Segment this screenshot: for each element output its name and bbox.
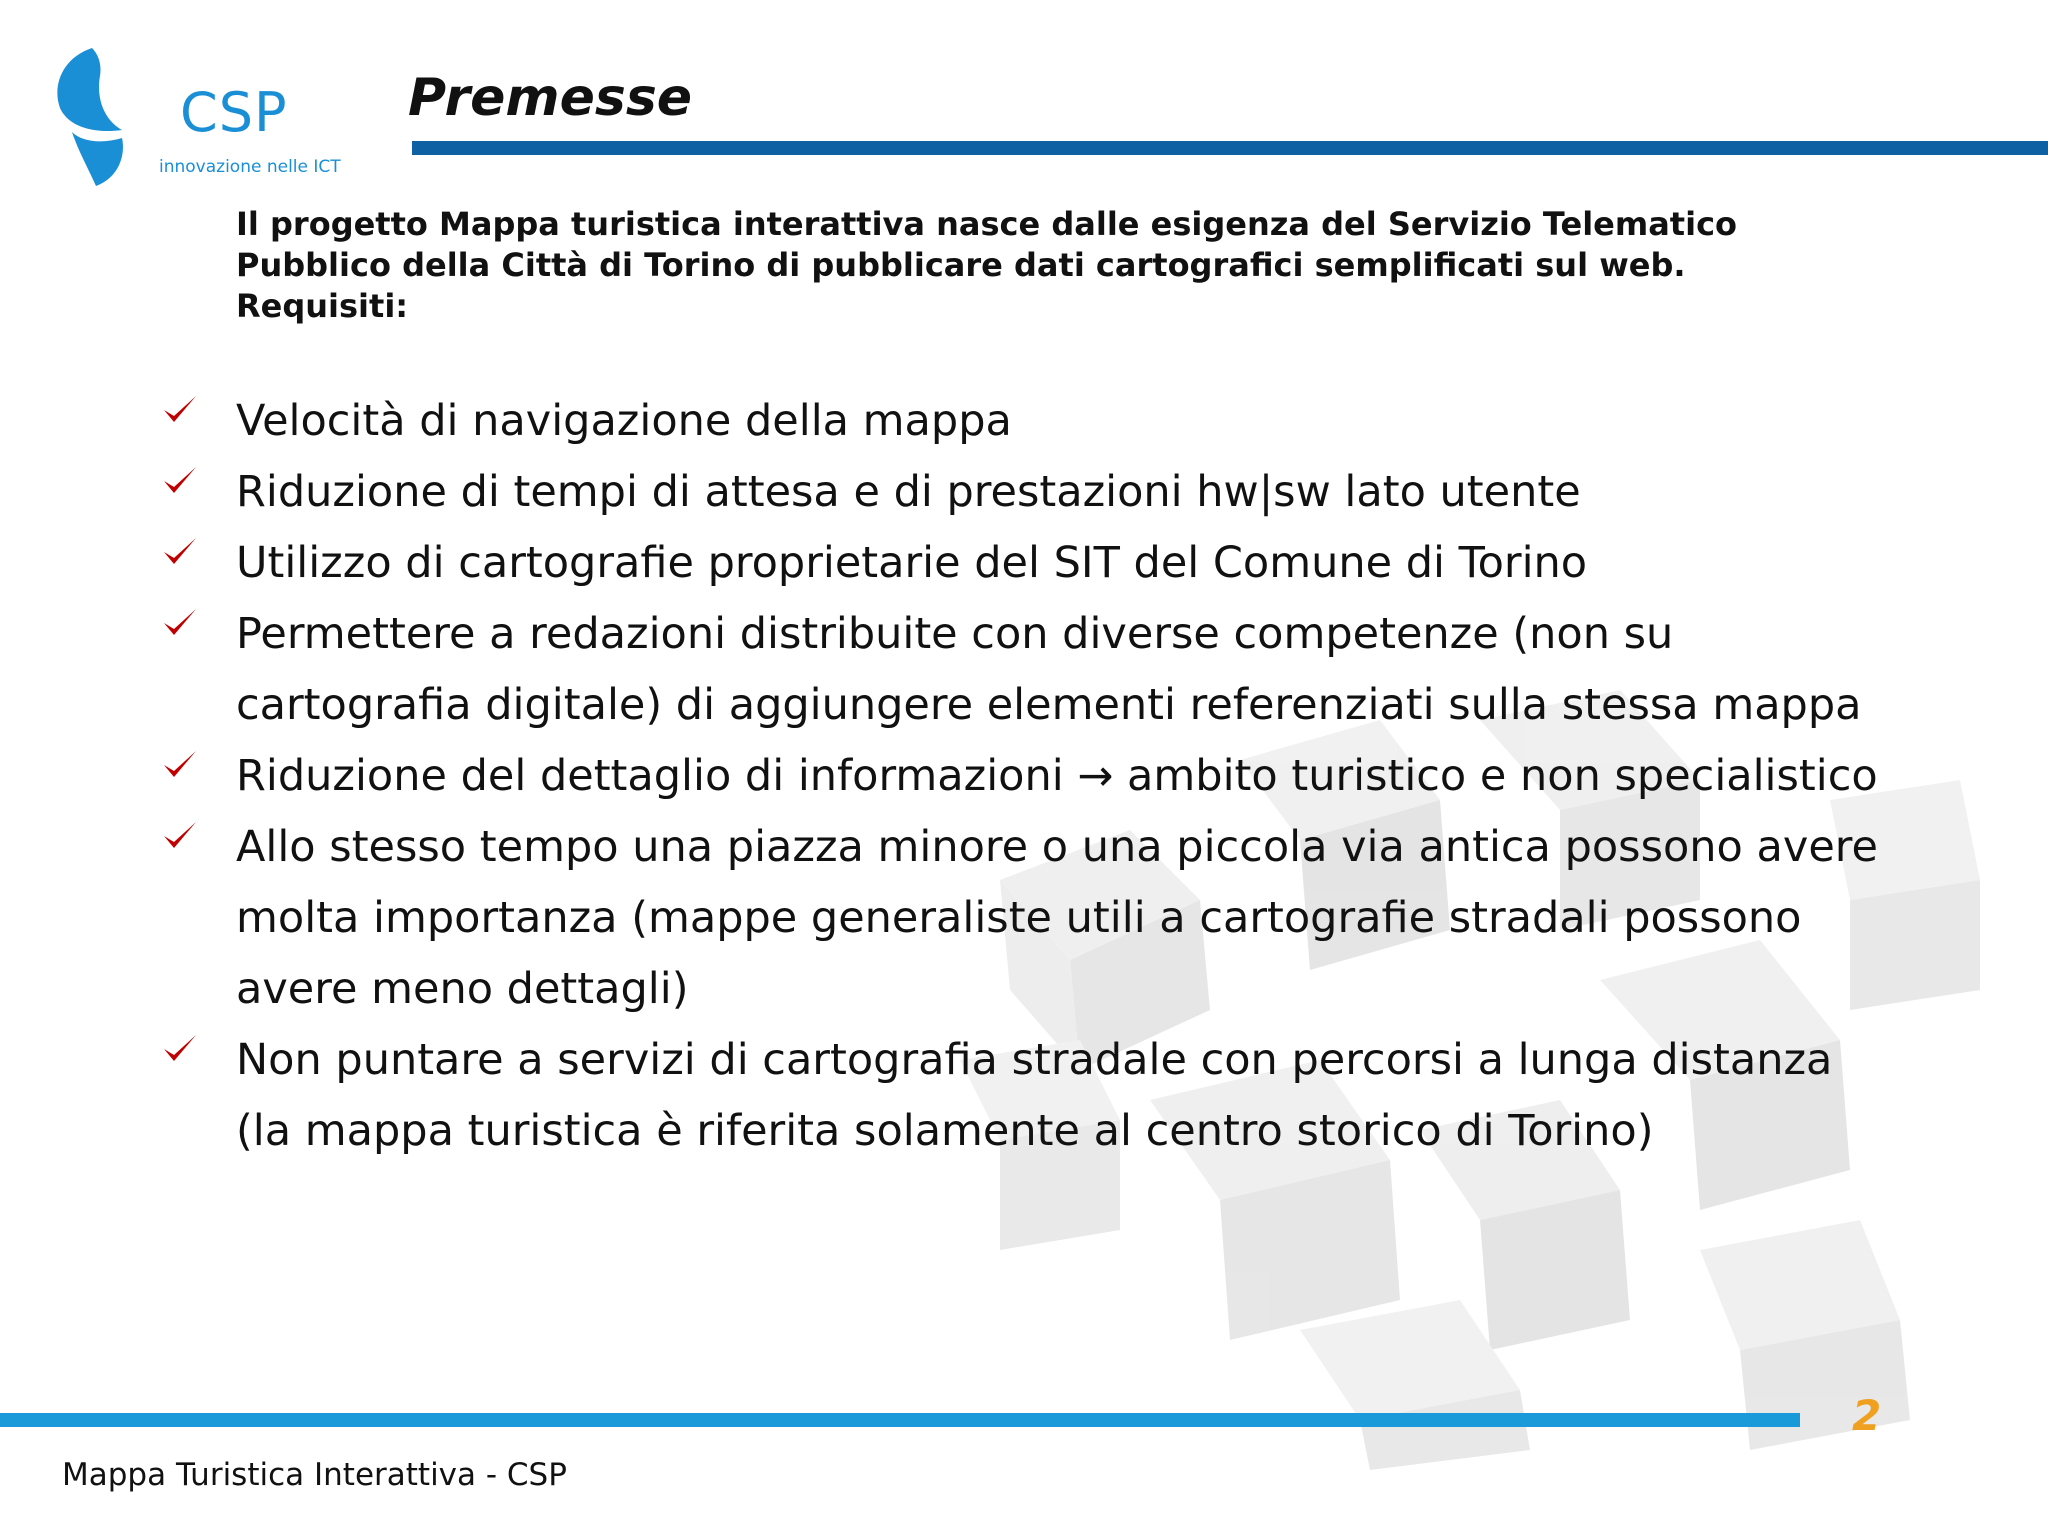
- list-item-text: Velocità di navigazione della mappa: [236, 396, 1012, 446]
- logo-tagline: innovazione nelle ICT: [159, 157, 341, 177]
- checkmark-icon: [160, 745, 200, 785]
- list-item: [160, 457, 1880, 528]
- csp-logo-mark-icon: [52, 46, 172, 186]
- requirements-list: [160, 386, 1880, 1167]
- list-item-text: Riduzione del dettaglio di informazioni → ambito turistico e non specialistico: [236, 751, 1878, 801]
- list-item: [160, 812, 1880, 1025]
- intro-line: Requisiti:: [236, 287, 409, 325]
- list-item: [160, 741, 1880, 812]
- page-title: Premesse: [408, 68, 693, 128]
- list-item: [160, 1025, 1880, 1167]
- checkmark-icon: [160, 1029, 200, 1069]
- list-item-text: Permettere a redazioni distribuite con diverse competenze (non su cartografia digitale) di aggiungere elementi referenziati sulla stessa mappa: [236, 609, 1862, 730]
- list-item-text: Non puntare a servizi di cartografia stradale con percorsi a lunga distanza (la mappa turistica è riferita solamente al centro storico di Torino): [236, 1035, 1833, 1156]
- checkmark-icon: [160, 816, 200, 856]
- checkmark-icon: [160, 532, 200, 572]
- page-number: 2: [1852, 1391, 1882, 1440]
- checkmark-icon: [160, 390, 200, 430]
- list-item-text: Allo stesso tempo una piazza minore o una piccola via antica possono avere molta importanza (mappe generaliste utili a cartografie stradali possono avere meno dettagli): [236, 822, 1878, 1014]
- intro-paragraph: [236, 204, 1936, 327]
- checkmark-icon: [160, 461, 200, 501]
- footer-text: Mappa Turistica Interattiva - CSP: [62, 1457, 567, 1493]
- footer-divider: [0, 1413, 1800, 1427]
- csp-logo: [52, 46, 372, 196]
- title-divider: [412, 141, 2048, 155]
- intro-line: Pubblico della Città di Torino di pubblicare dati cartografici semplificati sul web.: [236, 246, 1686, 284]
- list-item-text: Riduzione di tempi di attesa e di prestazioni hw|sw lato utente: [236, 467, 1581, 517]
- list-item: [160, 528, 1880, 599]
- intro-line: Il progetto Mappa turistica interattiva nasce dalle esigenza del Servizio Telematico: [236, 205, 1738, 243]
- list-item: [160, 599, 1880, 741]
- logo-brand-text: CSP: [180, 81, 288, 144]
- list-item: [160, 386, 1880, 457]
- list-item-text: Utilizzo di cartografie proprietarie del SIT del Comune di Torino: [236, 538, 1588, 588]
- checkmark-icon: [160, 603, 200, 643]
